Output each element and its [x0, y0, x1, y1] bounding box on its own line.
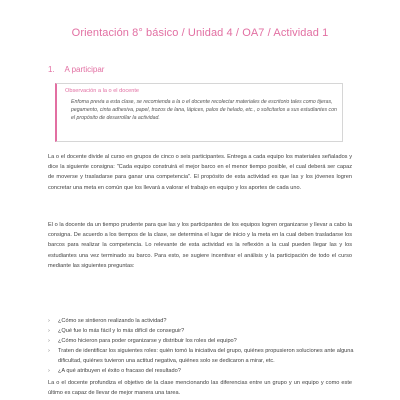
teacher-note-box: [55, 83, 343, 142]
list-item: [48, 366, 358, 376]
question-text: Traten de identificar los siguientes roles: quién tomó la iniciativa del grupo, quiénes propusieron soluciones ante alguna dificultad, quiénes tuvieron una actitud negativa, quiénes solo se dedicaron a mirar, etc.: [58, 348, 354, 364]
page-header-title: Orientación 8° básico / Unidad 4 / OA7 / Actividad 1: [71, 27, 329, 39]
list-item: [48, 326, 358, 336]
section-number: 1.: [48, 65, 55, 74]
paragraph-conclusion: La o el docente profundiza el objetivo de la clase mencionando las diferencias entre un grupo y un equipo y como este último es capaz de llevar de mejor manera una tarea.: [48, 380, 352, 397]
list-item: [48, 316, 358, 326]
list-item: [48, 336, 358, 346]
question-text: ¿A qué atribuyen el éxito o fracaso del resultado?: [58, 368, 181, 374]
question-text: ¿Cómo se sintieron realizando la actividad?: [58, 318, 167, 324]
paragraph-intro: La o el docente divide al curso en grupos de cinco o seis participantes. Entrega a cada equipo los materiales señalados y dice la siguiente consigna: "Cada equipo construirá el mejor barco en el menor tiempo posible, el cual deberá ser capaz de moverse y trasladarse para ganar una competencia". El propósito de esta actividad es que las y los jóvenes logren concretar una meta en común que los llevará a valorar el trabajo en equipo y los aportes de cada uno.: [48, 154, 352, 191]
arrow-right-icon: ›: [48, 318, 50, 324]
arrow-right-icon: ›: [48, 368, 50, 374]
list-item: [48, 346, 358, 366]
question-text: ¿Cómo hicieron para poder organizarse y distribuir los roles del equipo?: [58, 338, 237, 344]
reflection-questions-list: [48, 316, 358, 376]
arrow-right-icon: ›: [48, 338, 50, 344]
section-title: A participar: [64, 65, 105, 74]
arrow-right-icon: ›: [48, 348, 50, 354]
teacher-note-text: Enfoma previa a esta clase, se recomienda a la o el docente recolectar materiales de escritorio tales como tijeras, pegamento, cinta adhesiva, papel, trozos de lana, lápices, palos de helado, etc., o solicitarlos a sus estudiantes con el propósito de desarrollar la actividad.: [71, 99, 337, 122]
teacher-note-title: Observación a la o el docente: [65, 88, 140, 94]
section-heading: [48, 65, 104, 74]
paragraph-instructions: El o la docente da un tiempo prudente para que las y los participantes de los equipos logren organizarse y llevar a cabo la consigna. De acuerdo a los tiempos de la clase, se determina el lugar de inicio y la meta en la cual deben trasladarse los barcos para realizar la competencia. Lo relevante de esta actividad es la reflexión a la cual pueden llegar las y los estudiantes una vez terminado su barco. Para esto, se sugiere incentivar el análisis y la participación de todo el curso mediante las siguientes preguntas:: [48, 222, 352, 269]
arrow-right-icon: ›: [48, 328, 50, 334]
question-text: ¿Qué fue lo más fácil y lo más difícil de conseguir?: [58, 328, 185, 334]
